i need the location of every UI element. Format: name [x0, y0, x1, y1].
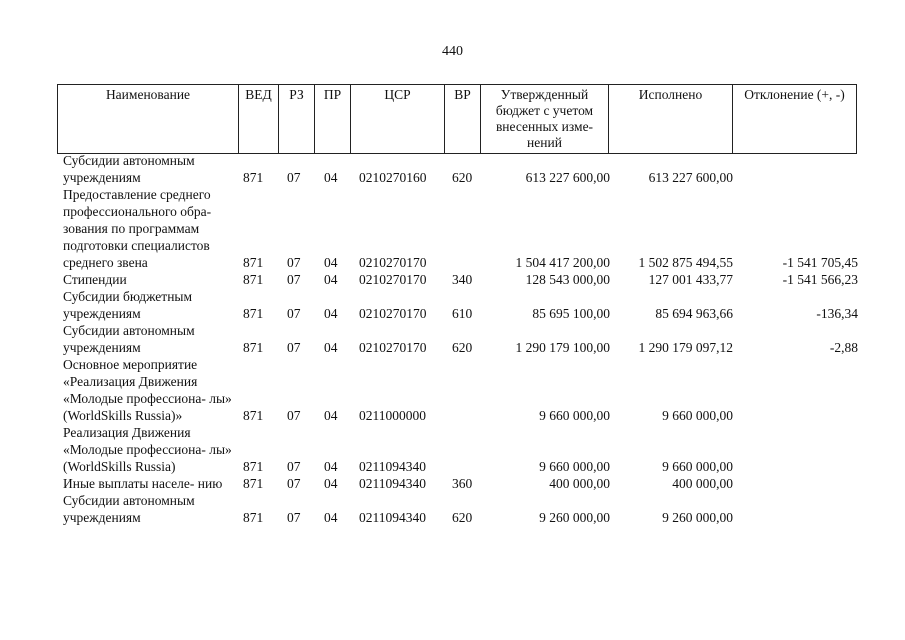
row-csr: 0211094340 — [359, 510, 426, 525]
row-rz: 07 — [287, 408, 301, 423]
row-csr: 0210270160 — [359, 170, 427, 185]
table-row — [57, 492, 857, 526]
row-rz: 07 — [287, 476, 301, 491]
row-deviation: -1 541 566,23 — [782, 272, 858, 287]
table-row — [57, 271, 857, 288]
row-done: 9 260 000,00 — [662, 510, 733, 525]
table-row — [57, 424, 857, 475]
table-row — [57, 186, 857, 271]
row-rz: 07 — [287, 255, 301, 270]
row-name: Субсидии автономным учреждениям — [63, 323, 195, 355]
row-pr: 04 — [324, 340, 338, 355]
page-number: 440 — [442, 44, 463, 59]
row-name: Субсидии автономным учреждениям — [63, 153, 195, 185]
row-budget: 9 260 000,00 — [539, 510, 610, 525]
row-csr: 0210270170 — [359, 340, 427, 355]
row-ved: 871 — [243, 255, 264, 270]
header-budget: Утвержденный бюджет с учетом внесенных изме- нений — [481, 85, 609, 154]
header-csr: ЦСР — [351, 85, 445, 154]
header-vr: ВР — [445, 85, 481, 154]
row-name: Реализация Движения «Молодые профессиона- лы» (WorldSkills Russia) — [63, 425, 232, 474]
row-pr: 04 — [324, 476, 338, 491]
row-budget: 1 504 417 200,00 — [515, 255, 610, 270]
row-done: 1 290 179 097,12 — [638, 340, 733, 355]
row-rz: 07 — [287, 170, 301, 185]
row-pr: 04 — [324, 408, 338, 423]
row-done: 85 694 963,66 — [655, 306, 733, 321]
row-done: 9 660 000,00 — [662, 459, 733, 474]
row-pr: 04 — [324, 459, 338, 474]
table-row — [57, 152, 857, 186]
row-csr: 0210270170 — [359, 272, 427, 287]
header-rz: РЗ — [279, 85, 315, 154]
row-ved: 871 — [243, 306, 264, 321]
row-done: 1 502 875 494,55 — [638, 255, 733, 270]
row-budget: 85 695 100,00 — [532, 306, 610, 321]
row-vr: 360 — [452, 476, 473, 491]
header-done: Исполнено — [609, 85, 733, 154]
row-vr: 620 — [452, 170, 473, 185]
row-csr: 0210270170 — [359, 306, 427, 321]
row-ved: 871 — [243, 170, 264, 185]
row-csr: 0211094340 — [359, 459, 426, 474]
row-ved: 871 — [243, 340, 264, 355]
row-rz: 07 — [287, 272, 301, 287]
row-ved: 871 — [243, 476, 264, 491]
row-budget: 400 000,00 — [549, 476, 610, 491]
row-budget: 1 290 179 100,00 — [515, 340, 610, 355]
table-row — [57, 356, 857, 424]
row-vr: 610 — [452, 306, 473, 321]
header-pr: ПР — [315, 85, 351, 154]
row-deviation: -1 541 705,45 — [782, 255, 858, 270]
row-deviation: -136,34 — [816, 306, 858, 321]
row-name: Субсидии бюджетным учреждениям — [63, 289, 193, 321]
row-budget: 9 660 000,00 — [539, 408, 610, 423]
row-budget: 128 543 000,00 — [525, 272, 610, 287]
row-vr: 620 — [452, 340, 473, 355]
header-name: Наименование — [58, 85, 239, 154]
row-done: 9 660 000,00 — [662, 408, 733, 423]
row-ved: 871 — [243, 510, 264, 525]
row-pr: 04 — [324, 272, 338, 287]
row-ved: 871 — [243, 459, 264, 474]
row-pr: 04 — [324, 170, 338, 185]
row-done: 127 001 433,77 — [648, 272, 733, 287]
row-rz: 07 — [287, 340, 301, 355]
row-rz: 07 — [287, 510, 301, 525]
row-vr: 620 — [452, 510, 473, 525]
row-pr: 04 — [324, 255, 338, 270]
header-deviation: Отклонение (+, -) — [733, 85, 857, 154]
row-name: Иные выплаты населе- нию — [63, 476, 223, 491]
row-name: Предоставление среднего профессионального обра- зования по программам подготовки специалистов среднего звена — [63, 187, 212, 270]
table-header — [57, 84, 857, 154]
row-done: 400 000,00 — [672, 476, 733, 491]
row-done: 613 227 600,00 — [648, 170, 733, 185]
row-budget: 9 660 000,00 — [539, 459, 610, 474]
row-pr: 04 — [324, 510, 338, 525]
table-row — [57, 475, 857, 492]
row-csr: 0211000000 — [359, 408, 426, 423]
row-name: Стипендии — [63, 272, 127, 287]
row-rz: 07 — [287, 459, 301, 474]
header-ved: ВЕД — [239, 85, 279, 154]
row-ved: 871 — [243, 272, 264, 287]
row-ved: 871 — [243, 408, 264, 423]
row-budget: 613 227 600,00 — [525, 170, 610, 185]
row-name: Основное мероприятие «Реализация Движения «Молодые профессиона- лы» (WorldSkills Russia)» — [63, 357, 232, 423]
table-row — [57, 288, 857, 322]
table-body — [57, 152, 857, 526]
row-rz: 07 — [287, 306, 301, 321]
table-row — [57, 322, 857, 356]
row-vr: 340 — [452, 272, 473, 287]
row-pr: 04 — [324, 306, 338, 321]
row-csr: 0211094340 — [359, 476, 426, 491]
row-name: Субсидии автономным учреждениям — [63, 493, 195, 525]
row-deviation: -2,88 — [829, 340, 858, 355]
row-csr: 0210270170 — [359, 255, 427, 270]
